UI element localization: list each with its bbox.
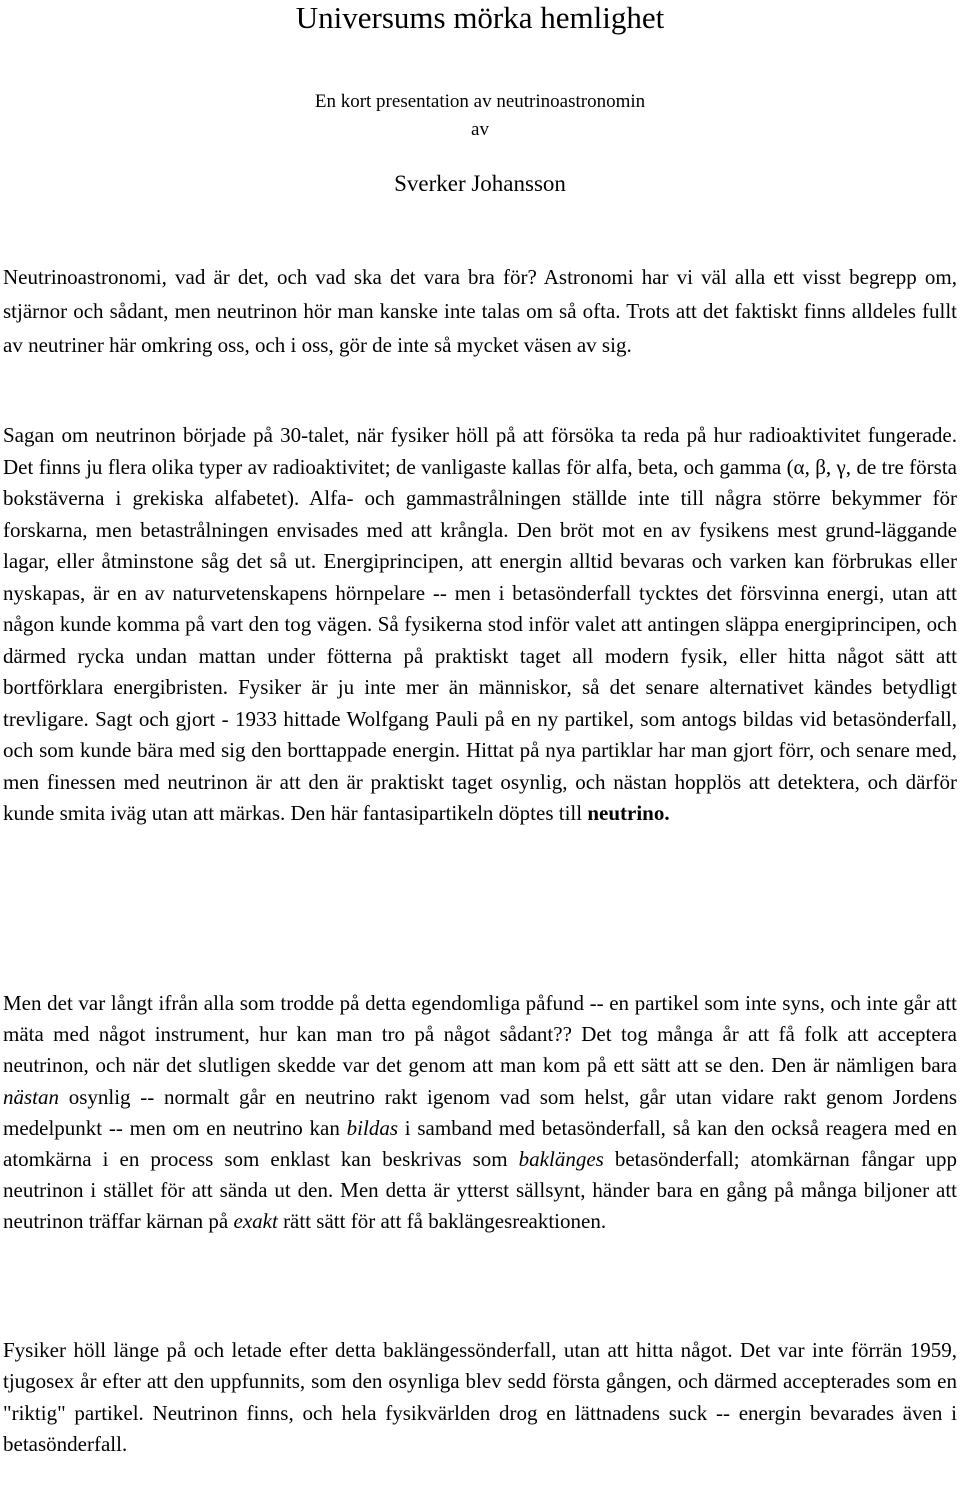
neutrino-term: neutrino. [587, 801, 670, 825]
text-segment: betasönderfall; atomkärnan fångar upp neutrinon i stället för att sända ut den. Men detta är ytterst sällsynt, händer bara en gång på många biljoner att neutrinon träffar kärnan på [3, 1147, 957, 1234]
text-segment: rätt sätt för att få baklängesreaktionen. [283, 1209, 607, 1234]
paragraph-detection [3, 988, 957, 1238]
paragraph-intro: Neutrinoastronomi, vad är det, och vad ska det vara bra för? Astronomi har vi väl alla ett visst begrepp om, stjärnor och sådant, men neutrinon hör man kanske inte talas om så ofta. Trots att det faktiskt finns alldeles fullt av neutriner här omkring oss, och i oss, gör de inte så mycket väsen av sig. [3, 265, 957, 357]
paragraph-history [3, 420, 957, 830]
emphasis-exakt: exakt [233, 1209, 278, 1234]
emphasis-bildas: bildas [346, 1115, 398, 1140]
text-segment: i samband med betasönderfall, så kan den också reagera med en atomkärna i en process som enklast kan beskrivas som [3, 1115, 958, 1172]
text-segment: Men det var långt ifrån alla som trodde på detta egendomliga påfund -- en partikel som inte syns, och inte går att mäta med något instrument, hur kan man tro på något sådant?? Det tog många år att få folk att acceptera neutrinon, och när det slutligen skedde var det genom att man kom på ett sätt att se den. Den är nämligen bara [3, 991, 957, 1078]
document-title: Universums mörka hemlighet [295, 0, 665, 35]
emphasis-nastan: nästan [3, 1084, 60, 1109]
author-name: Sverker Johansson [394, 171, 566, 196]
text-segment: osynlig -- normalt går en neutrino rakt igenom vad som helst, går utan vidare rakt genom Jordens medelpunkt -- men om en neutrino kan [3, 1084, 957, 1140]
emphasis-baklanges: baklänges [518, 1147, 604, 1172]
paragraph-confirmation: Fysiker höll länge på och letade efter detta baklängessönderfall, utan att hitta något. Det var inte förrän 1959, tjugosex år efter att den uppfunnits, som den osynliga blev sedd första gången, och därmed accepterades som en "riktig" partikel. Neutrinon finns, och hela fysikvärlden drog en lättnadens suck -- energin bevarades även i betasönderfall. [3, 1338, 957, 1456]
document-subtitle: En kort presentation av neutrinoastronomin [314, 91, 646, 112]
byline-av: av [471, 119, 489, 140]
paragraph-history-text: Sagan om neutrinon började på 30-talet, när fysiker höll på att försöka ta reda på hur radioaktivitet fungerade. Det finns ju flera olika typer av radioaktivitet; de vanligaste kallas för alfa, beta, och gamma (α, β, γ, de tre första bokstäverna i grekiska alfabetet). Alfa- och gammastrålningen ställde inte till några större bekymmer för forskarna, men betastrålningen envisades med att krångla. Den bröt mot en av fysikens mest grund-läggande lagar, eller åtminstone såg det så ut. Energiprincipen, att energin alltid bevaras och varken kan förbrukas eller nyskapas, är en av naturvetenskapens hörnpelare -- men i betasönderfall tycktes det försvinna energi, utan att någon kunde komma på vart den tog vägen. Så fysikerna stod inför valet att antingen släppa energiprincipen, och därmed rycka undan mattan under fötterna på praktiskt taget all modern fysik, eller hitta något sätt att bortförklara energibristen. Fysiker är ju inte mer än människor, så det senare alternativet kändes betydligt trevligare. Sagt och gjort - 1933 hittade Wolfgang Pauli på en ny partikel, som antogs bildas vid betasönderfall, och som kunde bära med sig den borttappade energin. Hittat på nya partiklar har man gjort förr, och senare med, men finessen med neutrinon är att den är praktiskt taget osynlig, och nästan hopplös att detektera, och därför kunde smita iväg utan att märkas. Den här fantasipartikeln döptes till [3, 423, 957, 825]
